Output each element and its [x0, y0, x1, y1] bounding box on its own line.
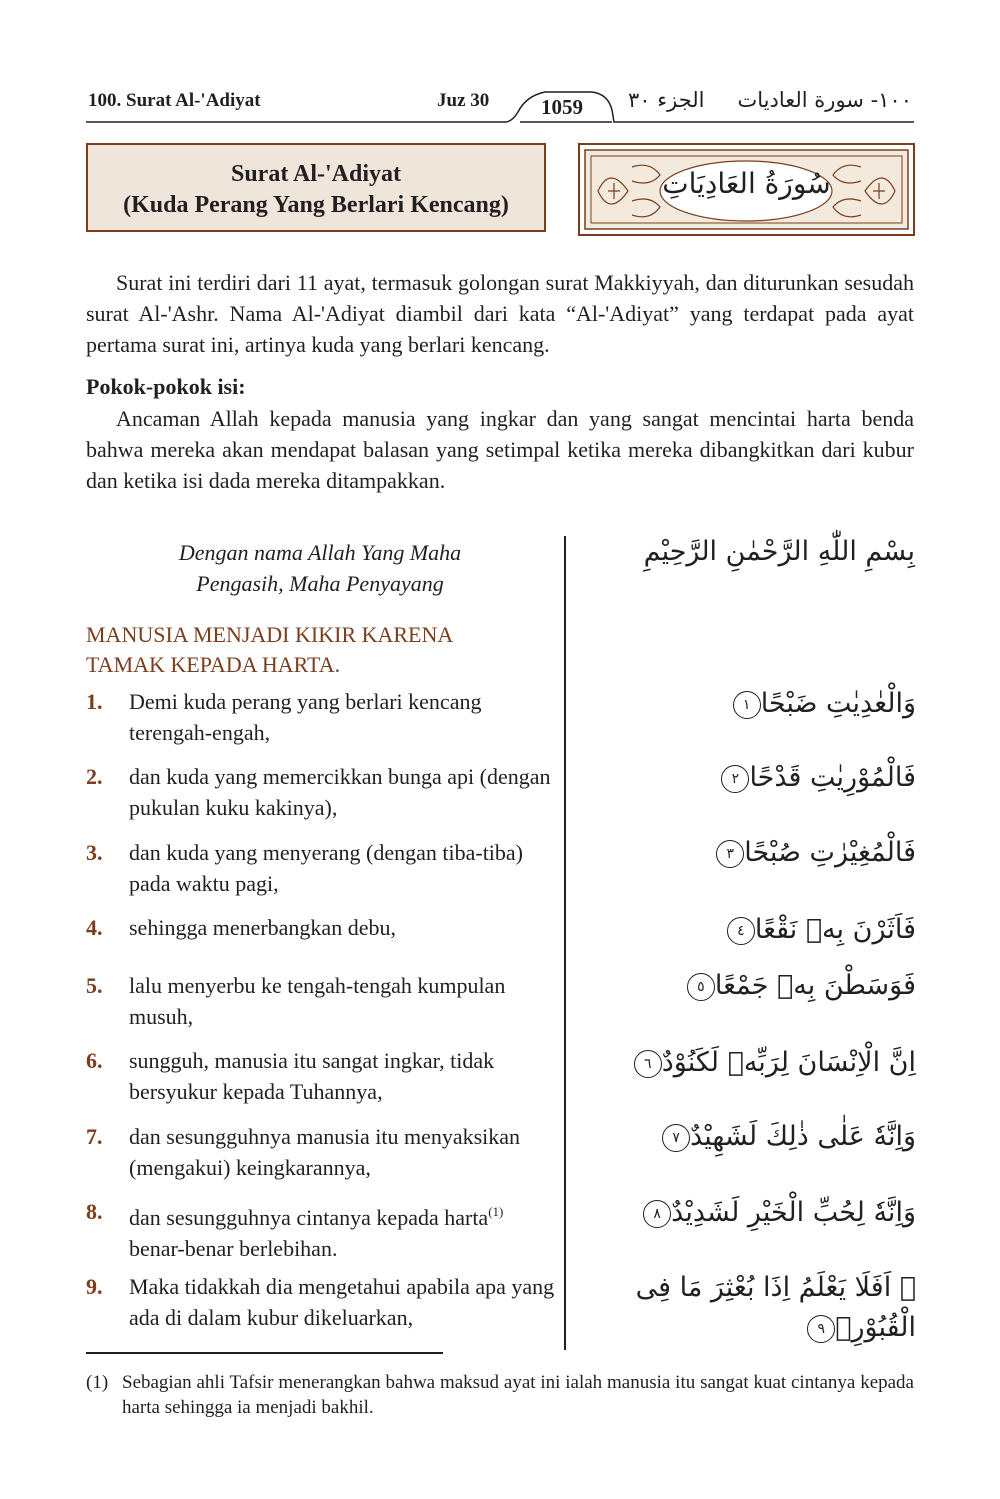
column-divider — [564, 536, 566, 1350]
footnote-text: Sebagian ahli Tafsir menerangkan bahwa maksud ayat ini ialah manusia itu sangat kuat cintanya kepada harta sehingga ia menjadi bakhil. — [122, 1372, 914, 1418]
surah-subtitle: (Kuda Perang Yang Berlari Kencang) — [123, 192, 509, 218]
header-surah-arabic: ١٠٠- سورة العاديات — [737, 88, 912, 112]
surah-title: Surat Al-'Adiyat — [230, 161, 401, 187]
verse-number: 6. — [86, 1048, 103, 1073]
verse-text: lalu menyerbu ke tengah-tengah kumpulan musuh, — [129, 973, 506, 1029]
verse-arabic — [590, 833, 916, 873]
verse-text: dan kuda yang memercikkan bunga api (dengan pukulan kuku kakinya), — [129, 764, 551, 820]
section-heading: MANUSIA MENJADI KIKIR KARENA TAMAK KEPADA HARTA. — [86, 622, 453, 677]
header-juz-label: Juz 30 — [437, 90, 490, 111]
verse-arabic — [590, 1043, 916, 1083]
verse-text: dan kuda yang menyerang (dengan tiba-tiba) pada waktu pagi, — [129, 840, 524, 896]
arabic-text: فَالْمُغِيْرٰتِ صُبْحًا — [744, 837, 916, 868]
verse-arabic — [590, 1117, 916, 1157]
verse-number: 4. — [86, 915, 103, 940]
page-number: 1059 — [541, 95, 583, 119]
surah-calligraphy: سُورَةُ العَادِيَاتِ — [662, 167, 831, 200]
verse-end-marker: ١ — [733, 691, 761, 719]
verse-number: 1. — [86, 689, 103, 714]
verse-end-marker: ٩ — [807, 1315, 835, 1343]
arabic-text: فَوَسَطْنَ بِهٖ جَمْعًا — [714, 970, 916, 1001]
verse-number: 2. — [86, 764, 103, 789]
verse-arabic — [590, 966, 916, 1006]
verse-end-marker: ٥ — [687, 973, 715, 1001]
verse-end-marker: ٧ — [662, 1124, 690, 1152]
verse-text: sungguh, manusia itu sangat ingkar, tidak bersyukur kepada Tuhannya, — [129, 1048, 495, 1104]
arabic-text: وَاِنَّهٗ عَلٰى ذٰلِكَ لَشَهِيْدٌ — [690, 1121, 916, 1152]
footnote-ref: (1) — [488, 1204, 504, 1219]
verse-text: Demi kuda perang yang berlari kencang terengah-engah, — [129, 689, 482, 745]
verse-text-part: benar-benar berlebihan. — [129, 1236, 338, 1261]
footnote-number: (1) — [86, 1372, 109, 1393]
header-surah-label: 100. Surat Al-'Adiyat — [88, 90, 261, 111]
verse-number: 3. — [86, 840, 103, 865]
verse-text: sehingga menerbangkan debu, — [129, 915, 396, 940]
header-juz-arabic: الجزء ٣٠ — [628, 88, 705, 112]
verse-arabic — [590, 910, 916, 950]
verse-text — [129, 1196, 559, 1264]
pokok-heading: Pokok-pokok isi: — [86, 374, 246, 399]
verse-end-marker: ٣ — [716, 840, 744, 868]
surah-calligraphy-frame — [578, 143, 915, 236]
verse-number: 9. — [86, 1274, 103, 1299]
footnote-divider — [86, 1352, 443, 1354]
intro-paragraph: Surat ini terdiri dari 11 ayat, termasuk golongan surat Makkiyyah, dan diturunkan sesudah surat Al-'Ashr. Nama Al-'Adiyat diambil dari kata “Al-'Adiyat” yang terdapat pada ayat pertama surat ini, artinya kuda yang berlari kencang. — [86, 270, 914, 357]
arabic-text: وَالْعٰدِيٰتِ ضَبْحًا — [760, 688, 916, 719]
verse-end-marker: ٤ — [727, 917, 755, 945]
verse-arabic — [590, 1193, 916, 1233]
arabic-text: اِنَّ الْاِنْسَانَ لِرَبِّهٖ لَكَنُوْدٌ — [661, 1047, 916, 1078]
verse-text: dan sesungguhnya manusia itu menyaksikan (mengakui) keingkarannya, — [129, 1124, 521, 1180]
header-divider — [0, 0, 1000, 140]
verse-end-marker: ٢ — [721, 765, 749, 793]
basmala-translation: Dengan nama Allah Yang Maha Pengasih, Maha Penyayang — [178, 540, 462, 596]
verse-end-marker: ٨ — [643, 1200, 671, 1228]
verse-arabic — [590, 1268, 916, 1348]
verse-number: 5. — [86, 973, 103, 998]
verse-end-marker: ٦ — [634, 1050, 662, 1078]
basmala-arabic: بِسْمِ اللّٰهِ الرَّحْمٰنِ الرَّحِيْمِ — [643, 536, 915, 567]
verse-arabic — [590, 758, 916, 798]
verse-text-part: dan sesungguhnya cintanya kepada harta — [129, 1205, 489, 1230]
verse-number: 8. — [86, 1199, 103, 1224]
arabic-text: فَالْمُوْرِيٰتِ قَدْحًا — [749, 762, 916, 793]
arabic-text: وَاِنَّهٗ لِحُبِّ الْخَيْرِ لَشَدِيْدٌ — [671, 1197, 916, 1228]
arabic-text: فَاَثَرْنَ بِهٖ نَقْعًا — [754, 914, 916, 945]
arabic-text: ۞ اَفَلَا يَعْلَمُ اِذَا بُعْثِرَ مَا فِى الْقُبُوْرِۙ — [635, 1272, 916, 1343]
verse-number: 7. — [86, 1124, 103, 1149]
pokok-paragraph: Ancaman Allah kepada manusia yang ingkar dan yang sangat mencintai harta benda bahwa mereka akan mendapat balasan yang setimpal ketika mereka dibangkitkan dari kubur dan ketika isi dada mereka ditampakkan. — [86, 406, 914, 493]
verse-arabic — [590, 684, 916, 724]
verse-text: Maka tidakkah dia mengetahui apabila apa yang ada di dalam kubur dikeluarkan, — [129, 1274, 555, 1330]
surah-title-box — [86, 143, 546, 232]
